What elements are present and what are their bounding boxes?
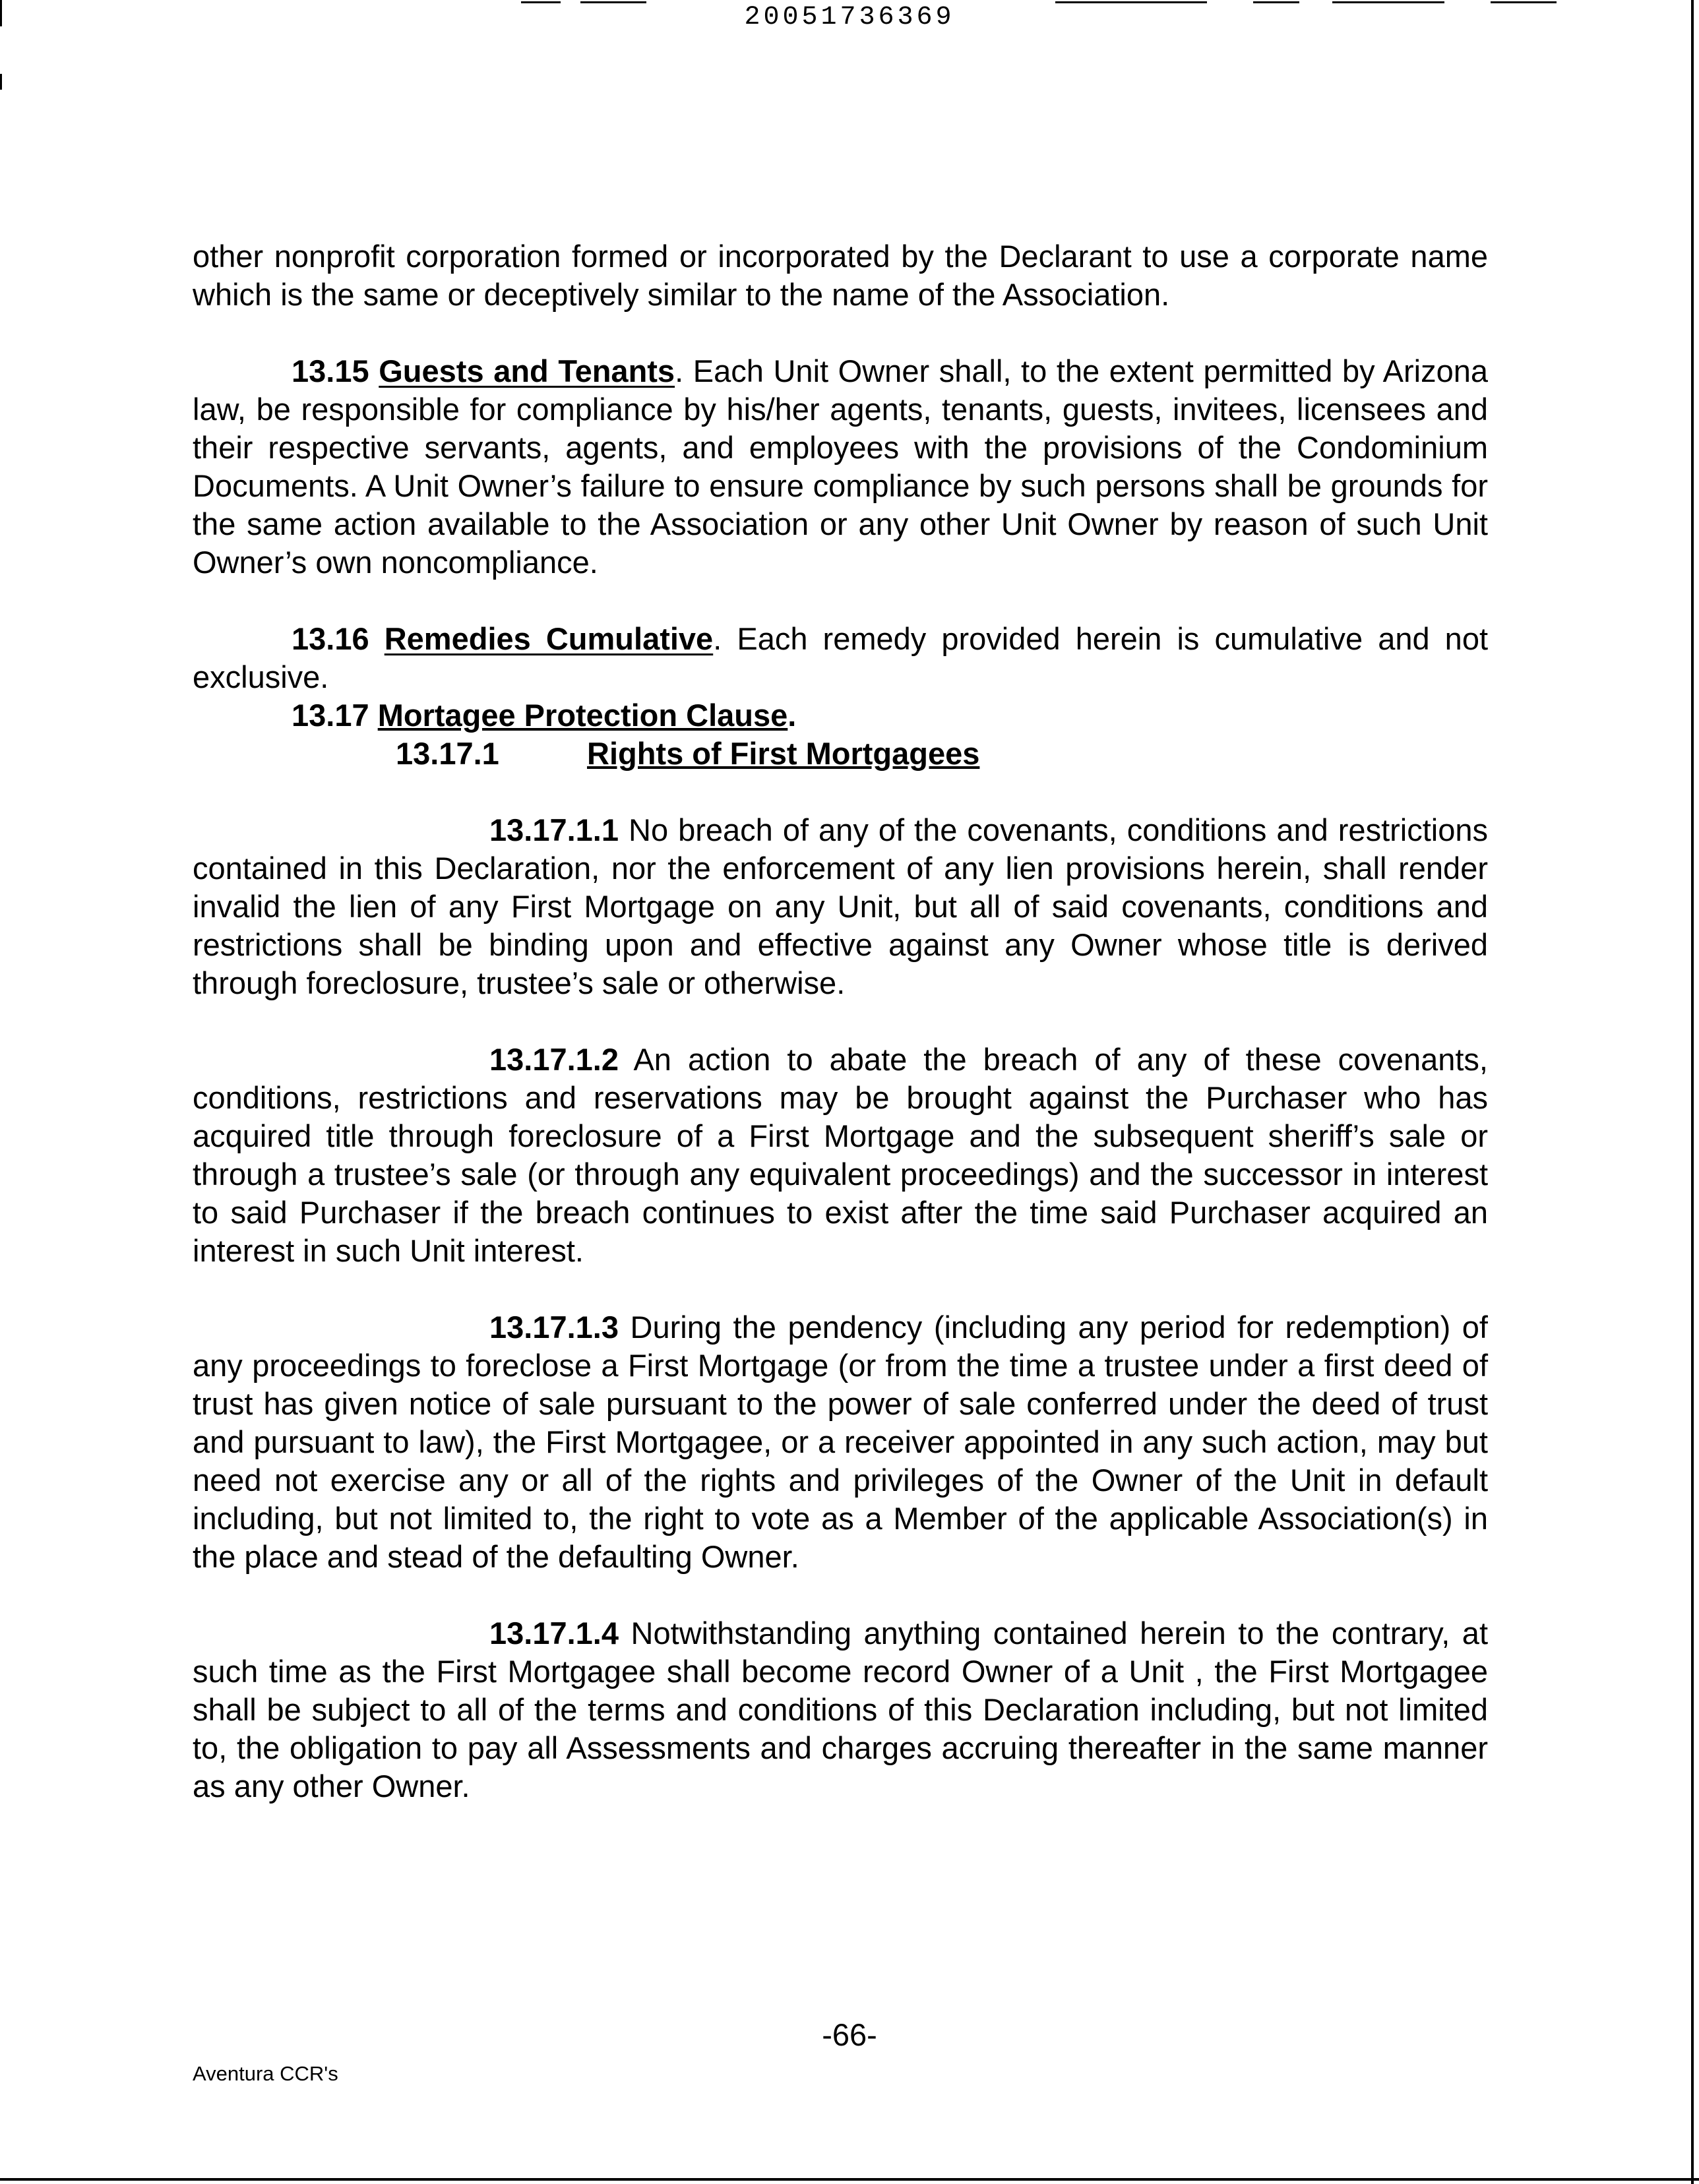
section-13-16-title: Remedies Cumulative [384, 621, 714, 656]
section-13-17-1-1 [193, 811, 1488, 1002]
scan-left-mark-2 [0, 74, 2, 90]
scan-right-border [1691, 0, 1694, 2184]
section-13-17-1-1-body: No breach of any of the covenants, conditions and restrictions contained in this Declaration, nor the enforcement of any lien provisions herein, shall render invalid the lien of any First Mortgage on any Unit, but all of said covenants, conditions and restrictions shall be binding upon and effective against any Owner whose title is derived through foreclosure, trustee’s sale or otherwise. [193, 812, 1488, 1000]
section-13-15-body: . Each Unit Owner shall, to the extent permitted by Arizona law, be responsible for compliance by his/her agents, tenants, guests, invitees, licensees and their respective servants, agents, and employees with the provisions of the Condominium Documents. A Unit Owner’s failure to ensure compliance by such persons shall be grounds for the same action available to the Association or any other Unit Owner by reason of such Unit Owner’s own noncompliance. [193, 353, 1488, 580]
section-13-16-body: . Each remedy provided herein is cumulative and not exclusive. [193, 621, 1489, 694]
document-number: 20051736369 [744, 3, 955, 32]
section-13-17-number: 13.17 [292, 698, 369, 733]
section-13-17-suffix: . [788, 698, 797, 733]
section-13-17-1-4-number: 13.17.1.4 [489, 1616, 619, 1651]
paragraph-continuation: other nonprofit corporation formed or incorporated by the Declarant to use a corporate name which is the same or deceptively similar to the name of the Association. [193, 239, 1488, 312]
section-13-17-1-3-number: 13.17.1.3 [489, 1310, 619, 1345]
page-number: -66- [822, 2017, 877, 2052]
section-13-17-1-3-body: During the pendency (including any period for redemption) of any proceedings to foreclose a First Mortgage (or from the time a trustee under a first deed of trust has given notice of sale pursuant to the power of sale conferred under the deed of trust and pursuant to law), the First Mortgagee, or a receiver appointed in any such action, may but need not exercise any or all of the rights and privileges of the Owner of the Unit in default including, but not limited to, the right to vote as a Member of the applicable Association(s) in the place and stead of the defaulting Owner. [193, 1310, 1488, 1574]
section-13-16-number: 13.16 [292, 621, 369, 656]
section-13-17-1-2 [193, 1041, 1488, 1270]
section-13-17-1-title: Rights of First Mortgagees [587, 736, 980, 771]
document-body [193, 237, 1488, 1805]
section-13-16 [193, 620, 1488, 696]
section-13-17-title: Mortagee Protection Clause [377, 698, 788, 733]
section-13-17-1-3 [193, 1308, 1488, 1576]
section-13-17-1-4 [193, 1614, 1488, 1805]
section-13-17-1-4-body: Notwithstanding anything contained herein to the contrary, at such time as the First Mortgagee shall become record Owner of a Unit , the First Mortgagee shall be subject to all of the terms and conditions of this Declaration including, but not limited to, the obligation to pay all Assessments and charges accruing thereafter in the same manner as any other Owner. [193, 1616, 1488, 1804]
section-13-15-title: Guests and Tenants [379, 353, 675, 388]
section-13-17-1-2-number: 13.17.1.2 [489, 1042, 619, 1077]
section-13-17-heading [292, 696, 1488, 735]
section-13-17-1-1-number: 13.17.1.1 [489, 812, 619, 847]
section-13-15-number: 13.15 [292, 353, 369, 388]
section-13-17-1-number: 13.17.1 [396, 736, 499, 771]
section-13-15 [193, 352, 1488, 582]
footer-label: Aventura CCR's [193, 2062, 338, 2085]
scan-bottom-border [0, 2178, 1699, 2181]
section-13-17-1-2-body: An action to abate the breach of any of these covenants, conditions, restrictions and reservations may be brought against the Purchaser who has acquired title through foreclosure of a First Mortgage and the subsequent sheriff’s sale or through a trustee’s sale (or through any equivalent proceedings) and the successor in interest to said Purchaser if the breach continues to exist after the time said Purchaser acquired an interest in such Unit interest. [193, 1042, 1488, 1268]
section-13-17-1-heading [396, 735, 1488, 773]
